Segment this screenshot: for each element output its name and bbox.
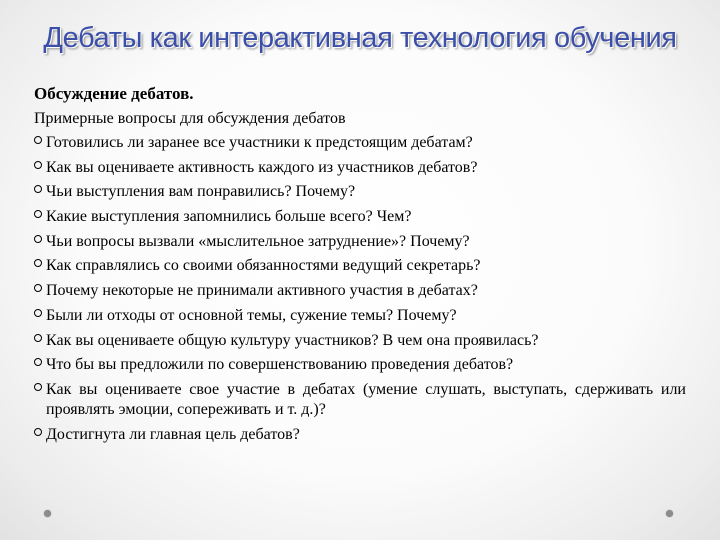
circle-bullet-icon (34, 284, 42, 292)
intro-text: Примерные вопросы для обсуждения дебатов (34, 110, 346, 127)
slide-content (34, 80, 686, 449)
circle-bullet-icon (34, 309, 42, 317)
question-text: Готовились ли заранее все участники к предстоящим дебатам? (46, 134, 473, 151)
circle-bullet-icon (34, 185, 42, 193)
question-text: Были ли отходы от основной темы, сужение темы? Почему? (46, 306, 457, 324)
circle-bullet-icon (34, 136, 42, 144)
list-item (34, 182, 686, 202)
circle-bullet-icon (34, 235, 42, 243)
question-text: Как вы оцениваете общую культуру участников? В чем она проявилась? (46, 331, 539, 349)
circle-bullet-icon (34, 161, 42, 169)
list-item (34, 355, 686, 375)
question-text: Почему некоторые не принимали активного участия в дебатах? (46, 282, 478, 300)
question-text: Что бы вы предложили по совершенствованию проведения дебатов? (46, 356, 514, 374)
question-text: Какие выступления запомнились больше всего? Чем? (46, 208, 412, 226)
circle-bullet-icon (34, 334, 42, 342)
list-item (34, 425, 686, 445)
slide-title: Дебаты как интерактивная технология обучения (43, 22, 677, 54)
question-text: Как вы оцениваете свое участие в дебатах (умение слушать, выступать, сдерживать или проявлять эмоции, сопереживать и т. д.)? (46, 380, 686, 418)
list-item (34, 133, 686, 153)
circle-bullet-icon (34, 259, 42, 267)
circle-bullet-icon (34, 428, 42, 436)
list-item (34, 158, 686, 178)
question-text: Чьи выступления вам понравились? Почему? (46, 183, 356, 201)
question-text: Как вы оцениваете активность каждого из участников дебатов? (46, 158, 478, 176)
question-text: Как справлялись со своими обязанностями ведущий секретарь? (46, 257, 481, 275)
list-item (34, 256, 686, 276)
list-item (34, 331, 686, 351)
question-text: Достигнута ли главная цель дебатов? (46, 425, 300, 443)
list-item (34, 380, 686, 420)
decorative-dot-icon (666, 510, 673, 517)
decorative-dot-icon (44, 510, 51, 517)
question-text: Чьи вопросы вызвали «мыслительное затруднение»? Почему? (46, 232, 470, 250)
list-item (34, 207, 686, 227)
list-item (34, 232, 686, 252)
section-heading: Обсуждение дебатов. (34, 84, 194, 103)
list-item (34, 281, 686, 301)
circle-bullet-icon (34, 210, 42, 218)
circle-bullet-icon (34, 383, 42, 391)
question-list (34, 133, 686, 445)
circle-bullet-icon (34, 358, 42, 366)
list-item (34, 306, 686, 326)
